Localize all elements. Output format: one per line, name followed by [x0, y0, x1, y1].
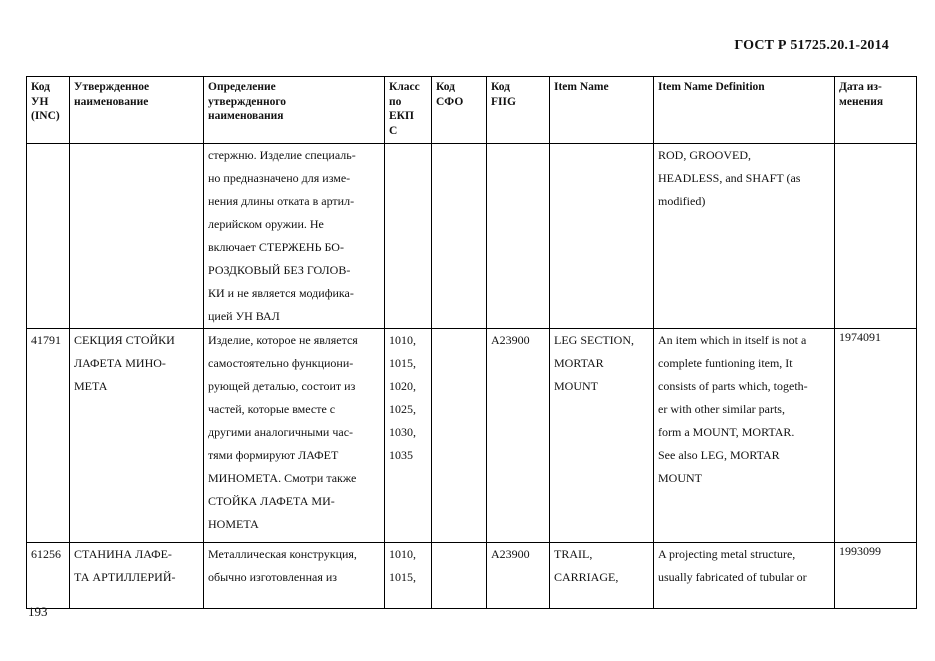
header-text-line: СФО	[436, 95, 464, 108]
cell-text-line: обычно изготовленная из	[208, 570, 338, 584]
cell-date	[835, 144, 917, 329]
header-fiig-code	[487, 77, 550, 144]
table-row	[27, 329, 917, 543]
cell-sfo	[432, 329, 487, 543]
cell-text-line: An item which in itself is not a	[658, 333, 807, 347]
cell-text-line: включает СТЕРЖЕНЬ БО-	[208, 240, 344, 254]
header-class	[385, 77, 432, 144]
cell-inc: 61256	[27, 543, 70, 609]
cell-text-line: LEG SECTION,	[554, 333, 634, 347]
cell-item-name	[550, 543, 654, 609]
cell-text-line: 1015,	[389, 356, 416, 370]
header-approved-name	[70, 77, 204, 144]
table-row	[27, 144, 917, 329]
cell-text-line: НОМЕТА	[208, 517, 259, 531]
cell-definition	[204, 329, 385, 543]
cell-text-line: complete funtioning item, It	[658, 356, 793, 370]
cell-fiig: A23900	[487, 543, 550, 609]
cell-text-line: consists of parts which, togeth-	[658, 379, 808, 393]
cell-item-name	[550, 144, 654, 329]
cell-class	[385, 543, 432, 609]
cell-item-definition	[654, 543, 835, 609]
cell-inc: 41791	[27, 329, 70, 543]
cell-approved-name	[70, 543, 204, 609]
cell-text-line: СТОЙКА ЛАФЕТА МИ-	[208, 494, 335, 508]
table-row	[27, 543, 917, 609]
cell-text-line: 1020,	[389, 379, 416, 393]
header-text-line: С	[389, 124, 398, 137]
cell-date: 1974091	[835, 329, 917, 543]
cell-text-line: modified)	[658, 194, 706, 208]
cell-fiig	[487, 144, 550, 329]
cell-text-line: МИНОМЕТА. Смотри также	[208, 471, 357, 485]
table-header-row	[27, 77, 917, 144]
header-inc	[27, 77, 70, 144]
header-text-line: FIIG	[491, 95, 516, 108]
cell-text-line: ROD, GROOVED,	[658, 148, 751, 162]
cell-text-line: MOUNT	[554, 379, 598, 393]
header-text-line: ЕКП	[389, 110, 414, 122]
cell-text-line: самостоятельно функциони-	[208, 356, 354, 370]
header-text-line: Код	[31, 81, 51, 93]
cell-text-line: MOUNT	[658, 471, 702, 485]
cell-fiig: A23900	[487, 329, 550, 543]
cell-text-line: 1010,	[389, 547, 416, 561]
cell-text-line: другими аналогичными час-	[208, 425, 354, 439]
cell-text-line: СЕКЦИЯ СТОЙКИ	[74, 333, 175, 347]
header-item-name	[550, 77, 654, 144]
cell-inc	[27, 144, 70, 329]
page-number: 193	[28, 604, 48, 619]
header-text-line: наименование	[74, 95, 149, 108]
cell-text-line: See also LEG, MORTAR	[658, 448, 780, 462]
header-sfo-code	[432, 77, 487, 144]
cell-text-line: HEADLESS, and SHAFT (as	[658, 171, 801, 185]
header-text-line: по	[389, 95, 402, 108]
cell-text-line: er with other similar parts,	[658, 402, 785, 416]
cell-text-line: цией УН ВАЛ	[208, 309, 280, 323]
cell-text-line: ТА АРТИЛЛЕРИЙ-	[74, 570, 176, 584]
cell-text-line: 1015,	[389, 570, 416, 584]
cell-class	[385, 329, 432, 543]
cell-text-line: ЛАФЕТА МИНО-	[74, 356, 166, 370]
header-text-line: Item Name	[554, 81, 609, 93]
header-text-line: УН	[31, 95, 49, 108]
header-text-line: Определение	[208, 81, 276, 93]
header-text-line: менения	[839, 95, 884, 108]
header-text-line: утвержденного	[208, 95, 287, 108]
cell-text-line: СТАНИНА ЛАФЕ-	[74, 547, 172, 561]
cell-class	[385, 144, 432, 329]
cell-text-line: нения длины отката в артил-	[208, 194, 355, 208]
cell-text-line: МЕТА	[74, 379, 108, 393]
header-text-line: Дата из-	[839, 81, 882, 93]
header-item-name-definition	[654, 77, 835, 144]
cell-sfo	[432, 144, 487, 329]
cell-text-line: рующей деталью, состоит из	[208, 379, 356, 393]
cell-text-line: 1035	[389, 448, 413, 462]
cell-approved-name	[70, 144, 204, 329]
cell-text-line: Металлическая конструкция,	[208, 547, 357, 561]
cell-text-line: частей, которые вместе с	[208, 402, 336, 416]
cell-item-definition	[654, 329, 835, 543]
cell-definition	[204, 144, 385, 329]
header-text-line: наименования	[208, 110, 284, 122]
cell-text-line: 1025,	[389, 402, 416, 416]
header-text-line: Код	[491, 81, 511, 93]
cell-text-line: КИ и не является модифика-	[208, 286, 354, 300]
data-table	[26, 76, 917, 609]
document-code: ГОСТ Р 51725.20.1-2014	[734, 38, 889, 53]
cell-text-line: 1030,	[389, 425, 416, 439]
cell-text-line: Изделие, которое не является	[208, 333, 358, 347]
header-text-line: (INC)	[31, 110, 60, 122]
header-text-line: Класс	[389, 81, 420, 93]
cell-text-line: 1010,	[389, 333, 416, 347]
cell-sfo	[432, 543, 487, 609]
header-text-line: Item Name Definition	[658, 81, 765, 93]
cell-text-line: но предназначено для изме-	[208, 171, 351, 185]
header-text-line: Код	[436, 81, 456, 93]
header-change-date	[835, 77, 917, 144]
cell-approved-name	[70, 329, 204, 543]
cell-text-line: TRAIL,	[554, 547, 593, 561]
cell-text-line: usually fabricated of tubular or	[658, 570, 807, 584]
cell-text-line: лерийском оружии. Не	[208, 217, 324, 231]
cell-item-name	[550, 329, 654, 543]
cell-definition	[204, 543, 385, 609]
header-text-line: Утвержденное	[74, 81, 150, 93]
cell-text-line: MORTAR	[554, 356, 604, 370]
cell-text-line: тями формируют ЛАФЕТ	[208, 448, 339, 462]
cell-text-line: CARRIAGE,	[554, 570, 619, 584]
cell-text-line: A projecting metal structure,	[658, 547, 796, 561]
cell-text-line: стержню. Изделие специаль-	[208, 148, 356, 162]
cell-date: 1993099	[835, 543, 917, 609]
cell-text-line: РОЗДКОВЫЙ БЕЗ ГОЛОВ-	[208, 263, 351, 277]
cell-text-line: form a MOUNT, MORTAR.	[658, 425, 795, 439]
cell-item-definition	[654, 144, 835, 329]
header-definition	[204, 77, 385, 144]
